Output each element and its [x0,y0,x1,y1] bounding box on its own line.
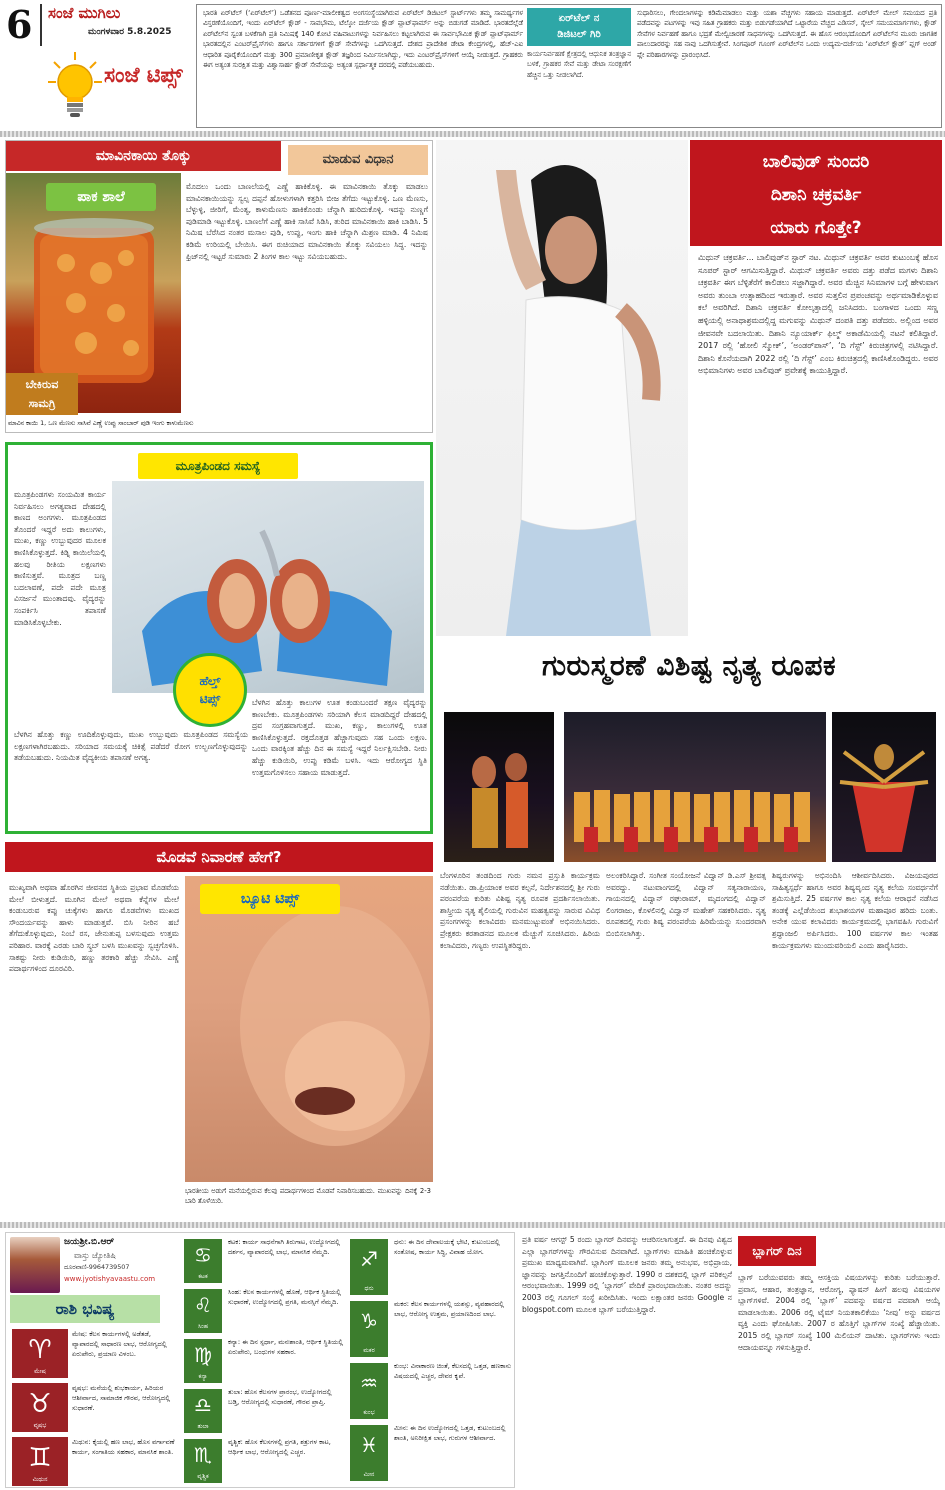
sign-aries-icon: ♈ ಮೇಷ [10,1327,70,1380]
sign-scorpio-text: ವೃಶ್ಚಿಕ: ಹೊಸ ಕೆಲಸಗಳಲ್ಲಿ ಪ್ರಗತಿ, ಶತ್ರುಗಳ ಕಾಟ, ಆರ್ಥಿಕ ಲಾಭ, ಆರೋಗ್ಯದಲ್ಲಿ ಎಚ್ಚರ. [228,1438,331,1456]
sign-libra-text: ತುಲಾ: ಹೊಸ ಕೆಲಸಗಳ ಪ್ರಾರಂಭ, ಉದ್ಯೋಗದಲ್ಲಿ ಬಡ್ತಿ, ಆರೋಗ್ಯದಲ್ಲಿ ಸುಧಾರಣೆ, ಗೌರವ ಪ್ರಾಪ್ತಿ. [228,1388,332,1406]
kidney-col-right: ಬೆಳಗಿನ ಹೊತ್ತು ಕಾಲುಗಳ ಊತ ಕಂಡುಬಂದರೆ ತಕ್ಷಣ ವೈದ್ಯರನ್ನು ಕಾಣಬೇಕು. ಮೂತ್ರಪಿಂಡಗಳು ಸರಿಯಾಗಿ ಕೆಲಸ ಮಾಡದಿದ್ದರೆ ದೇಹದಲ್ಲಿ ದ್ರವ ಸಂಗ್ರಹವಾಗುತ್ತದೆ. ಮುಖ, ಕಣ್ಣು, ಕಾಲುಗಳಲ್ಲಿ ಊತ ಕಾಣಿಸಿಕೊಳ್ಳುತ್ತದೆ. ರಕ್ತದೊತ್ತಡ ಹೆಚ್ಚಾಗುವುದು ಸಹ ಒಂದು ಲಕ್ಷಣ. ಒಂದು ವಾರಕ್ಕಿಂತ ಹೆಚ್ಚು ದಿನ ಈ ಸಮಸ್ಯೆ ಇದ್ದರೆ ನಿರ್ಲಕ್ಷಿಸಬೇಡಿ. ನೀರು ಹೆಚ್ಚು ಕುಡಿಯಿರಿ, ಉಪ್ಪು ಕಡಿಮೆ ಬಳಸಿ. ಇದು ಆರೋಗ್ಯದ ಸ್ಥಿತಿ ಉತ್ತಮಗೊಳಿಸಲು ಸಹಾಯ ಮಾಡುತ್ತದೆ. [252,698,427,777]
sign-leo-icon: ♌ ಸಿಂಹ [182,1287,224,1335]
sign-cancer-icon: ♋ ಕಟಕ [182,1237,224,1285]
astrologer-title: ವಾಸ್ತು ಜ್ಯೋತಿಷಿ [74,1251,116,1260]
page-number: 6 [6,2,33,47]
sign-capricorn-text: ಮಕರ: ಕೆಲಸ ಕಾರ್ಯಗಳಲ್ಲಿ ಯಶಸ್ಸು, ವ್ಯವಹಾರದಲ್ಲಿ ಲಾಭ, ಆರೋಗ್ಯ ಉತ್ತಮ, ಪ್ರಯಾಣದಿಂದ ಲಾಭ. [394,1300,505,1318]
sign-scorpio-icon: ♏ ವೃಶ್ಚಿಕ [182,1437,224,1485]
airtel-title [527,8,631,46]
pickle-title: ಮಾವಿನಕಾಯಿ ತೊಕ್ಕು [6,141,281,171]
dance-title: ಗುರುಸ್ಮರಣೆ ವಿಶಿಷ್ಟ ನೃತ್ಯ ರೂಪಕ [541,649,837,682]
rashi-title: ರಾಶಿ ಭವಿಷ್ಯ [10,1295,160,1323]
disha-article [690,140,942,636]
nose-col1: ಮುಖ್ಯವಾಗಿ ಅಥವಾ ಹೊರಗಿನ ಜೀವನದ ಸ್ಥಿತಿಯ ಪ್ರಭಾವ ಮೊಡವೆಯ ಮೇಲೆ ಬೀಳುತ್ತದೆ. ಮೂಗಿನ ಮೇಲೆ ಅಥವಾ ಕೆನ್ನೆಗಳ ಮೇಲೆ ಕಂಡುಬರುವ ಕಪ್ಪು ಚುಕ್ಕೆಗಳು ಹಾಗೂ ಮೊಡವೆಗಳು ಮುಖದ ಸೌಂದರ್ಯವನ್ನು ಹಾಳು ಮಾಡುತ್ತವೆ. ಬಿಸಿ ನೀರಿನ ಹಬೆ ತೆಗೆದುಕೊಳ್ಳುವುದು, ನಿಂಬೆ ರಸ, ಜೇನುತುಪ್ಪ ಬಳಸುವುದು ಉತ್ತಮ ಪರಿಹಾರ. ವಾರಕ್ಕೆ ಎರಡು ಬಾರಿ ಸ್ಕ್ರಬ್ ಬಳಸಿ ಮುಖವನ್ನು ಸ್ವಚ್ಛಗೊಳಿಸಿ. ಸಾಕಷ್ಟು ನೀರು ಕುಡಿಯಿರಿ, ಹಣ್ಣು ತರಕಾರಿ ಹೆಚ್ಚು ಸೇವಿಸಿ. ಎಣ್ಣೆ ಪದಾರ್ಥಗಳಿಂದ ದೂರವಿರಿ. [9,883,179,974]
kidney-col-left: ಮೂತ್ರಪಿಂಡಗಳು ಸಂಯಮಿತ ಕಾರ್ಯ ನಿರ್ವಹಿಸಲು ಅಗತ್ಯವಾದ ದೇಹದಲ್ಲಿ ಕಾಣದ ಅಂಗಗಳು. ಮೂತ್ರಪಿಂಡದ ತೊಂದರೆ ಇದ್ದರೆ ಅದು ಕಾಲುಗಳು, ಮುಖ, ಕಣ್ಣು ಉಬ್ಬುವುದರ ಮೂಲಕ ಕಾಣಿಸಿಕೊಳ್ಳುತ್ತದೆ. ಕಿಡ್ನಿ ಕಾಯಿಲೆಯಲ್ಲಿ ಹಲವು ರೀತಿಯ ಲಕ್ಷಣಗಳು ಕಾಣಿಸುತ್ತವೆ. ಮೂತ್ರದ ಬಣ್ಣ ಬದಲಾವಣೆ, ಪದೇ ಪದೇ ಮೂತ್ರ ವಿಸರ್ಜನೆ ಮುಂತಾದವು. ವೈದ್ಯರನ್ನು ಸಂಪರ್ಕಿಸಿ ತಪಾಸಣೆ ಮಾಡಿಸಿಕೊಳ್ಳಬೇಕು. [14,490,106,627]
sign-pisces-icon: ♓ ಮೀನ [348,1423,390,1483]
rashi-section [5,1232,515,1488]
sign-cancer-text: ಕಟಕ: ಕಾರ್ಯ ಸಾಧನೆಗಾಗಿ ತಿರುಗಾಟ, ಉದ್ಯೋಗದಲ್ಲಿ ದರ್ಶನ, ವ್ಯಾಪಾರದಲ್ಲಿ ಲಾಭ, ಮಾನಸಿಕ ನೆಮ್ಮದಿ. [228,1238,340,1256]
kidney-photo [112,481,424,693]
pickle-article [5,140,433,433]
nose-caption: ಭಾರತೀಯ ಅಡುಗೆ ಮನೆಯಲ್ಲಿರುವ ಕೆಲವು ಪದಾರ್ಥಗಳಿಂದ ಮೊಡವೆ ನಿವಾರಿಸಬಹುದು. ಮುಖವನ್ನು ದಿನಕ್ಕೆ 2-3 ಬಾರಿ ತೊಳೆಯಿರಿ. [185,1187,431,1206]
ingredients-label-2: ಸಾಮಗ್ರಿ [28,397,56,410]
nose-photo [185,876,433,1182]
ingredients-label-1: ಬೇಕಿರುವ [25,378,59,391]
dance-col2: ಅಲಂಕರಿಸಿದ್ದಾರೆ. ಸಂಗೀತ ಸಂಯೋಜನೆ ವಿದ್ವಾನ್ ಡಿ.ಎಸ್ ಶ್ರೀವತ್ಸ ಅವರದ್ದು. ನಟುವಾಂಗದಲ್ಲಿ ವಿದ್ವಾನ್ ಸತ್ಯನಾರಾಯಣ, ಗಾಯನದಲ್ಲಿ ವಿದ್ವಾನ್ ರಘುರಾಮ್, ಮೃದಂಗದಲ್ಲಿ ವಿದ್ವಾನ್ ಲಿಂಗರಾಜು, ಕೊಳಲಿನಲ್ಲಿ ವಿದ್ವಾನ್ ಮಹೇಶ್ ಸಹಕರಿಸಿದರು. ನೃತ್ಯ ರೂಪಕದಲ್ಲಿ ಗುರು ಶಿಷ್ಯ ಪರಂಪರೆಯ ಹಿರಿಮೆಯನ್ನು ಸುಂದರವಾಗಿ ಬಿಂಬಿಸಲಾಗಿತ್ತು. [606,871,766,938]
divider-bottom [0,1222,945,1228]
sign-taurus-text: ವೃಷಭ: ಮನೆಯಲ್ಲಿ ಶುಭಕಾರ್ಯ, ಹಿರಿಯರ ಆಶೀರ್ವಾದ, ಸಾಮಾಜಿಕ ಗೌರವ, ಆರೋಗ್ಯದಲ್ಲಿ ಸುಧಾರಣೆ. [72,1384,171,1412]
kidney-article [5,442,433,834]
issue-date: ಮಂಗಳವಾರ 5.8.2025 [88,27,172,37]
sign-aquarius-text: ಕುಂಭ: ವಿನಾಕಾರಣ ಚಿಂತೆ, ಕೆಲಸದಲ್ಲಿ ಒತ್ತಡ, ಹಣಕಾಸು ವಿಷಯದಲ್ಲಿ ಎಚ್ಚರ, ದೇವರ ಕೃಪೆ. [394,1362,512,1380]
sign-gemini-icon: ♊ ಮಿಥುನ [10,1435,70,1488]
disha-title-line2: ದಿಶಾನಿ ಚಕ್ರವರ್ತಿ [770,185,862,205]
ingredients-label [6,373,78,415]
paper-name: ಸಂಜೆ ಮುಗಿಲು [48,4,121,22]
airtel-col2: ಸುಧಾರಿಸಲು, ಗೇಂದಲಾಗಳನ್ನು ಕಡಿಮೆಮಾಡಲು ಮತ್ತು ಯಶಾ ವೆಚ್ಚಗಳು ಸಹಾಯ ಮಾಡುತ್ತದೆ. ಏರ್‌ಟೆಲ್ ಮೇಲ್ ಸಮಯದ ಪ್ರತಿ ಪಡೆದವನ್ನು ಪಟಗಳನ್ನು ಇವು ಸಹಿತ ಗ್ರಾಹಕರು ಮತ್ತು ಬಿಡುಗಡೆಯಾಗಿದೆ ಒಟ್ಟಾರೆಯ ವೆಚ್ಚದ ಎಡಿಸನ್, ಸ್ಕೇಲ್ ಸಮಯಮಾರ್ಗಗಳು, ಕ್ಲೌಡ್ ಸೇವೆಗಳ ನಿರ್ವಹಣೆ ಹಾಗೂ ಭದ್ರತೆ ಮೇಲ್ವಿಚಾರಣೆ ಸಾಧನಗಳನ್ನು ಒದಗಿಸುತ್ತದೆ. ಈ ಹೊಸ ಆರಂಭದೊಂದಿಗೆ ಏರ್‌ಟೆಲ್‌ನ ಮೂರು ಜಾಗತಿಕ ಪಾಲುದಾರರನ್ನು ಸಹ ನಾವು ಒದಗಿಸುತ್ತೇವೆ. ಸಿಂಗಪೂರ್ ಗೂಂಗ್ ಏರ್‌ಟೆಲ್‌ನ ಒಂದು ಉದ್ಯಮ-ದರ್ಜೆಯ ‘ಏರ್‌ಟೆಲ್ ಕ್ಲೌಡ್’ ಪ್ಲಗ್ ಅಂಡ್ ಪ್ಲೇ ಪರಿಹಾರಗಳನ್ನು ಪ್ರಾರಂಭಿಸಿದೆ. [637,9,937,59]
sign-gemini-text: ಮಿಥುನ: ಕೈಯಲ್ಲಿ ಹಣ ಲಾಭ, ಹೊಸ ವರ್ಗಾವಣೆ ಕಾರ್ಯ, ಸಂಗಾತಿಯ ಸಹಕಾರ, ಮಾನಸಿಕ ಶಾಂತಿ. [72,1438,175,1456]
dance-photo-2 [564,712,826,862]
health-tips-badge [173,653,247,727]
disha-body: ಮಿಥುನ್ ಚಕ್ರವರ್ತಿ... ಬಾಲಿವುಡ್‌ನ ಸ್ಟಾರ್ ನಟ. ಮಿಥುನ್ ಚಕ್ರವರ್ತಿ ಅವರ ಕುಟುಂಬಕ್ಕೆ ಹೊಸ ಸೂಪರ್ ಸ್ಟಾರ್ ಆಗಮಿಸುತ್ತಿದ್ದಾರೆ. ಮಿಥುನ್ ಚಕ್ರವರ್ತಿ ಅವರು ದತ್ತು ಪಡೆದ ಮಗಳು ದಿಶಾನಿ ಚಕ್ರವರ್ತಿ ಈಗ ಬೆಳ್ಳಿತೆರೆಗೆ ಕಾಲಿಡಲು ಸಜ್ಜಾಗಿದ್ದಾರೆ. ಅವರ ಮೆಚ್ಚಿನ ಸಿನಿಮಾಗಳ ಬಗ್ಗೆ ಹೇಳುವಾಗ ಅವರು ತುಂಬಾ ಉತ್ಸಾಹದಿಂದ ಇರುತ್ತಾರೆ. ಅವರ ಸುತ್ತಲಿನ ಪ್ರಪಂಚವನ್ನು ಅರ್ಥಮಾಡಿಕೊಳ್ಳುವ ಕಲೆ ಅವರಿಗಿದೆ. ದಿಶಾನಿ ಚಕ್ರವರ್ತಿ ಕೋಲ್ಕತ್ತಾದಲ್ಲಿ ಜನಿಸಿದರು. ಬಂಗಾಳದ ಒಂದು ಸಣ್ಣ ಹಳ್ಳಿಯಲ್ಲಿ ಅನಾಥಾಶ್ರಮದಲ್ಲಿದ್ದ ಮಗುವನ್ನು ಮಿಥುನ್ ದಂಪತಿ ದತ್ತು ಪಡೆದರು. ಅಲ್ಲಿಂದ ಅವರ ಜೀವನವೇ ಬದಲಾಯಿತು. ದಿಶಾನಿ ನ್ಯೂಯಾರ್ಕ್ ಫಿಲ್ಮ್ ಅಕಾಡೆಮಿಯಲ್ಲಿ ನಟನೆ ಕಲಿತಿದ್ದಾರೆ. 2017 ರಲ್ಲಿ ‘ಹೋಲಿ ಸ್ಮೋಕ್’, ‘ಅಂಡರ್‌ಪಾಸ್’, ‘ದಿ ಗೆಸ್ಟ್’ ಕಿರುಚಿತ್ರಗಳಲ್ಲಿ ನಟಿಸಿದ್ದಾರೆ. ದಿಶಾನಿ ಕೊನೆಯದಾಗಿ 2022 ರಲ್ಲಿ ‘ದಿ ಗೆಸ್ಟ್’ ಎಂಬ ಕಿರುಚಿತ್ರದಲ್ಲಿ ಕಾಣಿಸಿಕೊಂಡಿದ್ದರು. ಅವರ ಅಭಿಮಾನಿಗಳು ಅವರ ಬಾಲಿವುಡ್ ಪ್ರವೇಶಕ್ಕೆ ಕಾಯುತ್ತಿದ್ದಾರೆ. [698,253,938,376]
sign-capricorn-icon: ♑ ಮಕರ [348,1299,390,1359]
disha-title-line1: ಬಾಲಿವುಡ್ ಸುಂದರಿ [762,152,870,172]
astrologer-phone: ದೂರವಾಣಿ-9964739507 [64,1263,130,1271]
astrologer-website: www.jyotishyavaastu.com [64,1275,156,1283]
disha-photo [436,140,688,636]
airtel-title-line2: ಡಿಜಿಟಲ್ ಗಿರಿ [557,29,601,40]
sign-aquarius-icon: ♒ ಕುಂಭ [348,1361,390,1421]
blogger-col1: ಪ್ರತಿ ವರ್ಷ ಆಗಸ್ಟ್ 5 ರಂದು ಬ್ಲಾಗರ್ ದಿನವನ್ನು ಆಚರಿಸಲಾಗುತ್ತದೆ. ಈ ದಿನವು ವಿಶ್ವದ ಎಲ್ಲಾ ಬ್ಲಾಗರ್‌ಗಳನ್ನು ಗೌರವಿಸುವ ದಿನವಾಗಿದೆ. ಬ್ಲಾಗ್‌ಗಳು ಮಾಹಿತಿ ಹಂಚಿಕೊಳ್ಳುವ ಪ್ರಮುಖ ಮಾಧ್ಯಮವಾಗಿವೆ. ಬ್ಲಾಗಿಂಗ್ ಮೂಲಕ ಜನರು ತಮ್ಮ ಅನುಭವ, ಅಭಿಪ್ರಾಯ, ಜ್ಞಾನವನ್ನು ಜಗತ್ತಿನೊಂದಿಗೆ ಹಂಚಿಕೊಳ್ಳುತ್ತಾರೆ. 1990 ರ ದಶಕದಲ್ಲಿ ಬ್ಲಾಗ್ ಪರಿಕಲ್ಪನೆ ಆರಂಭವಾಯಿತು. 1999 ರಲ್ಲಿ ‘ಬ್ಲಾಗರ್’ ವೇದಿಕೆ ಪ್ರಾರಂಭವಾಯಿತು. ನಂತರ ಅದನ್ನು 2003 ರಲ್ಲಿ ಗೂಗಲ್ ಸಂಸ್ಥೆ ಖರೀದಿಸಿತು. ಇಂದು ಲಕ್ಷಾಂತರ ಜನರು Google ನ blogspot.com ಮೂಲಕ ಬ್ಲಾಗ್ ಬರೆಯುತ್ತಿದ್ದಾರೆ. [522,1235,732,1314]
sign-pisces-text: ಮೀನ: ಈ ದಿನ ಉದ್ಯೋಗದಲ್ಲಿ ಒತ್ತಡ, ಕುಟುಂಬದಲ್ಲಿ ಶಾಂತಿ, ಅನಿರೀಕ್ಷಿತ ಲಾಭ, ಗುರುಗಳ ಆಶೀರ್ವಾದ. [394,1424,506,1442]
dance-photo-3 [832,712,936,862]
sign-sagittarius-icon: ♐ ಧನು [348,1237,390,1297]
astrologer-name: ಜಯಶ್ರೀ.ಬಿ.ಆರ್ [64,1237,115,1247]
blogger-article [520,1232,942,1488]
method-title: ಮಾಡುವ ವಿಧಾನ [288,145,428,175]
kidney-title: ಮೂತ್ರಪಿಂಡದ ಸಮಸ್ಯೆ [138,453,298,479]
airtel-title-line1: ಏರ್‌ಟೆಲ್ ನ [558,13,600,24]
sign-taurus-icon: ♉ ವೃಷಭ [10,1381,70,1434]
disha-title [690,140,942,246]
sign-aries-text: ಮೇಷ: ಕೆಲಸ ಕಾರ್ಯಗಳಲ್ಲಿ ಅಡೆತಡೆ, ವ್ಯಾಪಾರದಲ್ಲಿ ಸಾಧಾರಣ ಲಾಭ, ಆರೋಗ್ಯದಲ್ಲಿ ಏರುಪೇರು, ಪ್ರಯಾಣ ವಿಳಂಬ. [72,1330,167,1358]
dance-photo-1 [444,712,554,862]
kidney-col-bottom: ಬೆಳಗಿನ ಹೊತ್ತು ಕಣ್ಣು ಊದಿಕೊಳ್ಳುವುದು, ಮುಖ ಉಬ್ಬುವುದು ಮೂತ್ರಪಿಂಡದ ಸಮಸ್ಯೆಯ ಲಕ್ಷಣಗಳಾಗಿರಬಹುದು. ಸರಿಯಾದ ಸಮಯಕ್ಕೆ ಚಿಕಿತ್ಸೆ ಪಡೆದರೆ ರೋಗ ಉಲ್ಬಣಗೊಳ್ಳುವುದನ್ನು ತಡೆಯಬಹುದು. ನಿಯಮಿತ ವೈದ್ಯಕೀಯ ತಪಾಸಣೆ ಅಗತ್ಯ. [14,730,248,763]
health-tips-line2: ಟಿಪ್ಸ್ [199,692,221,706]
beauty-tips-label: ಬ್ಯೂಟಿ ಟಿಪ್ಸ್ [200,884,340,914]
sign-virgo-icon: ♍ ಕನ್ಯಾ [182,1337,224,1385]
airtel-col1b: ಕಾರ್ಯನಿರ್ವಹಣೆ ಕ್ಷೇತ್ರದಲ್ಲಿ ಆಧುನಿಕ ತಂತ್ರಜ್ಞಾನ ಬಳಕೆ, ಗ್ರಾಹಕರ ಸೇವೆ ಮತ್ತು ಡೇಟಾ ಸಂರಕ್ಷಣೆಗೆ ಹೆಚ್ಚಿನ ಒತ್ತು ನೀಡಲಾಗಿದೆ. [527,50,631,79]
disha-title-line3: ಯಾರು ಗೊತ್ತೇ? [770,218,862,238]
kitchen-label: ಪಾಕ ಶಾಲೆ [46,183,156,211]
nose-title: ಮೊಡವೆ ನಿವಾರಣೆ ಹೇಗೆ? [5,842,433,872]
health-tips-line1: ಹೆಲ್ತ್ [199,674,221,688]
airtel-article [196,4,942,128]
dance-col3: ಶಿಷ್ಯರುಗಳನ್ನು ಅಭಿನಂದಿಸಿ ಆಶೀರ್ವದಿಸಿದರು. ವಿಜಯಪುರದ ಸಾಹಿತ್ಯಸ್ಪರ್ಧೆ ಹಾಗೂ ಅವರ ಶಿಷ್ಯವೃಂದ ನೃತ್ಯ ಕಲೆಯ ಸಂವರ್ಧನೆಗೆ ಶ್ರಮಿಸುತ್ತಿದೆ. 25 ವರ್ಷಗಳ ಕಾಲ ನೃತ್ಯ ಕಲೆಯ ಆರಾಧನೆ ನಡೆಸಿದ ತಂಡಕ್ಕೆ ಎಲ್ಲೆಡೆಯಿಂದ ಶುಭಾಶಯಗಳ ಮಹಾಪೂರ ಹರಿದು ಬಂತು. ಅನೇಕ ಯುವ ಕಲಾವಿದರು ಕಾರ್ಯಕ್ರಮದಲ್ಲಿ ಭಾಗವಹಿಸಿ ಗುರುವಿಗೆ ಶ್ರದ್ಧಾಂಜಲಿ ಅರ್ಪಿಸಿದರು. 100 ವರ್ಷಗಳ ಕಾಲ ಇಂತಹ ಕಾರ್ಯಕ್ರಮಗಳು ಮುಂದುವರಿಯಲಿ ಎಂದು ಹಾರೈಸಿದರು. [772,871,938,950]
blogger-col2: ಬ್ಲಾಗ್ ಬರೆಯುವವರು ತಮ್ಮ ಆಸಕ್ತಿಯ ವಿಷಯಗಳನ್ನು ಕುರಿತು ಬರೆಯುತ್ತಾರೆ. ಪ್ರವಾಸ, ಆಹಾರ, ತಂತ್ರಜ್ಞಾನ, ಆರೋಗ್ಯ, ಫ್ಯಾಷನ್ ಹೀಗೆ ಹಲವು ವಿಷಯಗಳ ಬ್ಲಾಗ್‌ಗಳಿವೆ. 2004 ರಲ್ಲಿ ‘ಬ್ಲಾಗ್’ ಪದವನ್ನು ವರ್ಷದ ಪದವಾಗಿ ಆಯ್ಕೆ ಮಾಡಲಾಯಿತು. 2006 ರಲ್ಲಿ ಟೈಮ್ ನಿಯತಕಾಲಿಕೆಯು ‘ನೀವು’ ಅನ್ನು ವರ್ಷದ ವ್ಯಕ್ತಿ ಎಂದು ಘೋಷಿಸಿತು. 2007 ರ ಹೊತ್ತಿಗೆ ಬ್ಲಾಗ್‌ಗಳ ಸಂಖ್ಯೆ ಹೆಚ್ಚಾಯಿತು. 2015 ರಲ್ಲಿ ಬ್ಲಾಗರ್ ಸಂಖ್ಯೆ 100 ಮಿಲಿಯನ್ ದಾಟಿತು. ಬ್ಲಾಗರ್‌ಗಳು ಇಂದು ಆದಾಯವನ್ನೂ ಗಳಿಸುತ್ತಿದ್ದಾರೆ. [738,1273,940,1352]
dance-col1: ಬೆಂಗಳೂರಿನ ತಂಡದಿಂದ ಗುರು ನಮನ ಪ್ರಸ್ತುತಿ ಕಾರ್ಯಕ್ರಮ ನಡೆಯಿತು. ಡಾ.ಪ್ರಿಯಾಂಕ ಅವರ ಕಲ್ಪನೆ, ನಿರ್ದೇಶನದಲ್ಲಿ ಶ್ರೀ ಗುರು ಪರಂಪರೆಯ ಕುರಿತು ವಿಶಿಷ್ಟ ನೃತ್ಯ ರೂಪಕ ಪ್ರದರ್ಶಿಸಲಾಯಿತು. ಶಾಸ್ತ್ರೀಯ ನೃತ್ಯ ಶೈಲಿಯಲ್ಲಿ ಗುರುವಿನ ಮಹತ್ವವನ್ನು ಸಾರುವ ವಿವಿಧ ಪ್ರಸಂಗಗಳನ್ನು ಕಲಾವಿದರು ಮನಮುಟ್ಟುವಂತೆ ಅಭಿನಯಿಸಿದರು. ಪ್ರೇಕ್ಷಕರು ಕರತಾಡನದ ಮೂಲಕ ಮೆಚ್ಚುಗೆ ಸೂಚಿಸಿದರು. ಹಿರಿಯ ಕಲಾವಿದರು, ಗಣ್ಯರು ಉಪಸ್ಥಿತರಿದ್ದರು. [440,871,600,950]
ingredients-text: ಮಾವಿನ ಕಾಯಿ 1, ಒಣ ಮೆಣಸು ಸಾಸಿವೆ ಎಣ್ಣೆ ಉಪ್ಪು ಸಾಂಬಾರ್ ಪುಡಿ ಇಂಗು ಕಾಳುಮೆಣಸು [8,419,194,427]
sign-virgo-text: ಕನ್ಯಾ: ಈ ದಿನ ಸ್ಪರ್ಧಾ, ಮನಃಶಾಂತಿ, ಆರ್ಥಿಕ ಸ್ಥಿತಿಯಲ್ಲಿ ಏರುಪೇರು, ಬಂಧುಗಳ ಸಹಕಾರ. [228,1338,344,1356]
astrologer-photo [10,1237,60,1293]
blogger-title: ಬ್ಲಾಗರ್ ದಿನ [738,1236,816,1266]
masthead [0,0,195,128]
sign-libra-icon: ♎ ತುಲಾ [182,1387,224,1435]
lightbulb-icon [48,50,102,122]
sign-leo-text: ಸಿಂಹ: ಕೆಲಸ ಕಾರ್ಯಗಳಲ್ಲಿ ಹೊಣೆ, ಆರ್ಥಿಕ ಸ್ಥಿತಿಯಲ್ಲಿ ಸುಧಾರಣೆ, ಉದ್ಯೋಗದಲ್ಲಿ ಪ್ರಗತಿ, ಮನಸ್ಸಿಗೆ ನೆಮ್ಮದಿ. [228,1288,342,1306]
divider [0,131,945,137]
sign-sagittarius-text: ಧನು: ಈ ದಿನ ದೇವಾಲಯಕ್ಕೆ ಭೇಟಿ, ಕುಟುಂಬದಲ್ಲಿ ಸಂತೋಷ, ಕಾರ್ಯ ಸಿದ್ಧಿ, ವಿವಾಹ ಯೋಗ. [394,1238,500,1256]
nose-article [5,842,433,1220]
method-text: ಮೊದಲು ಒಂದು ಬಾಣಲೆಯಲ್ಲಿ ಎಣ್ಣೆ ಹಾಕಿಕೊಳ್ಳಿ. ಈ ಮಾವಿನಕಾಯಿ ತೊಕ್ಕು ಮಾಡಲು ಮಾವಿನಕಾಯಿಯನ್ನು ಸ್ವಲ್ಪ ದಪ್ಪನೆ ಹೋಳುಗಳಾಗಿ ಕತ್ತರಿಸಿ ಬೀಜ ತೆಗೆದು ಇಟ್ಟುಕೊಳ್ಳಿ. ಒಣ ಮೆಣಸು, ಬೆಳ್ಳುಳ್ಳಿ, ಜೀರಿಗೆ, ಮೆಂತ್ಯ, ಕಾಳುಮೆಣಸು ಹಾಕಿಕೊಂಡು ಚೆನ್ನಾಗಿ ಹುರಿದುಕೊಳ್ಳಿ. ಇದನ್ನು ನುಣ್ಣಗೆ ಪುಡಿಮಾಡಿ ಇಟ್ಟುಕೊಳ್ಳಿ. ಬಾಣಲೆಗೆ ಎಣ್ಣೆ ಹಾಕಿ ಸಾಸಿವೆ ಸಿಡಿಸಿ, ತುರಿದ ಮಾವಿನಕಾಯಿ ಹಾಕಿ ಬಾಡಿಸಿ. 5 ನಿಮಿಷ ಬೆರೆಸಿದ ನಂತರ ಮಸಾಲ ಪುಡಿ, ಉಪ್ಪು, ಇಂಗು ಹಾಕಿ ಚೆನ್ನಾಗಿ ಮಿಶ್ರಣ ಮಾಡಿ. 4 ನಿಮಿಷ ಕಡಿಮೆ ಉರಿಯಲ್ಲಿ ಬೇಯಿಸಿ. ಈಗ ರುಚಿಯಾದ ಮಾವಿನಕಾಯಿ ತೊಕ್ಕು ಸವಿಯಲು ಸಿದ್ಧ. ಇದನ್ನು ಫ್ರಿಜ್‌ನಲ್ಲಿ ಇಟ್ಟರೆ ಸುಮಾರು 2 ತಿಂಗಳ ಕಾಲ ಇಟ್ಟು ಸವಿಯಬಹುದು. [186,182,428,261]
airtel-col1: ಭಾರತಿ ಏರ್‌ಟೆಲ್ (‘ಏರ್‌ಟೆಲ್’) ಒಡೆತನದ ಪೂರ್ಣ-ಮಾಲೀಕತ್ವದ ಅಂಗಸಂಸ್ಥೆಯಾಗಿರುವ ಏರ್‌ಟೆಲ್ ಡಿಜಿಟಲ್ ಸ್ಟಾರ್ಟ್‌ಗಳು ತಮ್ಮ ಸಾಮರ್ಥ್ಯಗಳ ವಿಸ್ತರಣೆಯೊಂದಿಗೆ, ಇಂದು ಏರ್‌ಟೆಲ್ ಕ್ಲೌಡ್ - ಸಾವಭೌಮ, ಟೆಲ್ಕೋ ದರ್ಜೆಯ ಕ್ಲೌಡ್ ಪ್ಲಾಟ್‌ಫಾರ್ಮ್ ಅನ್ನು ಬಿಡುಗಡೆ ಮಾಡಿದೆ. ಭಾರತದೆಲ್ಲೆಡೆ ಏರ್‌ಟೆಲ್‌ನ ಸ್ವಂತ ಬಳಕೆಗಾಗಿ ಪ್ರತಿ ನಿಮಿಷಕ್ಕೆ 140 ಕೋಟಿ ವಹಿವಾಟುಗಳನ್ನು ನಿರ್ವಹಿಸಲು ಕಟ್ಟಲಾಗಿರುವ ಈ ಸಾರ್ವಭೌಮಿಕ ಕ್ಲೌಡ್ ಪ್ಲಾಟ್‌ಫಾರ್ಮ್ ಭಾರತದಲ್ಲಿನ ಎಂಟರ್‌ಪ್ರೈಸ್‌ಗಳು ಹಾಗೂ ಸರ್ಕಾರಗಳಿಗೆ ಕ್ಲೌಡ್ ಸೇವೆಗಳನ್ನು ಒದಗಿಸುತ್ತದೆ. ದೇಶದ ಪ್ರಾದೇಶಿಕ ಡೇಟಾ ಕೇಂದ್ರಗಳಲ್ಲಿ, ಹೆಚ್‌-ಎಐ ಆಧಾರಿತ ಪೂರೈಕೆಯೊಂದಿಗೆ ಮತ್ತು 300 ಪ್ರಮಾಣೀಕೃತ ಕ್ಲೌಡ್ ತಜ್ಞರಿಂದ ನಿರ್ಮಿಸಲಾಗಿದ್ದು, ಇದು ಎಂಟರ್‌ಪ್ರೈಸ್‌ಗಳಿಗೆ ಆಯ್ಕೆ ನೀಡುತ್ತದೆ. ಗ್ರಾಹಕರು ಈಗ ಅತ್ಯಂತ ಸುರಕ್ಷಿತ ಮತ್ತು ವಿಶ್ವಾಸಾರ್ಹ ಕ್ಲೌಡ್ ಸೇವೆಯನ್ನು ಅತ್ಯಂತ ಸ್ಪರ್ಧಾತ್ಮಕ ದರದಲ್ಲಿ ಪಡೆಯಬಹುದು. [203,9,523,70]
dance-article [436,640,942,1236]
section-title: ಸಂಜೆ ಟಿಪ್ಸ್ [104,63,183,87]
